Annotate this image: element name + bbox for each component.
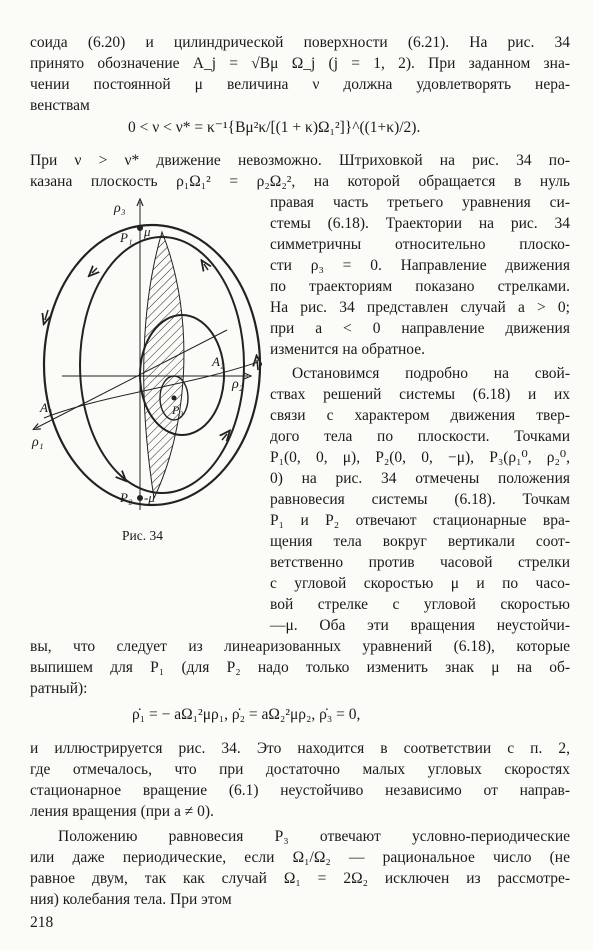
label-A1: A₁ <box>40 400 53 415</box>
label-rho2: ρ₂ <box>232 377 244 392</box>
text-line: связи с характером движения твер- <box>270 407 570 424</box>
linearized-equations: ρ̇₁ = − aΩ₁²μρ₁, ρ̇₂ = aΩ₂²μρ₂, ρ̇₃ = 0, <box>132 706 361 723</box>
text-line: Положению равновесия P₃ отвечают условно-периодические <box>58 828 570 845</box>
text-line: при a < 0 направление движения <box>270 320 570 337</box>
text-line: вы, что следует из линеаризованных уравнений (6.18), которые <box>30 638 570 655</box>
hatched-plane <box>144 232 184 498</box>
text-line: Остановимся подробно на свой- <box>292 365 570 382</box>
text-line: симметричны относительно плоско- <box>270 236 570 253</box>
text-line: с угловой скоростью μ и по часо- <box>270 575 570 592</box>
text-line: При ν > ν* движение невозможно. Штриховкой на рис. 34 по- <box>30 152 570 169</box>
phase-portrait-diagram <box>22 180 262 520</box>
text-line: или даже периодические, если Ω₁/Ω₂ — рациональное число (не <box>30 849 570 866</box>
label-A2: A₂ <box>212 354 225 369</box>
text-line: равновесия системы (6.18). Точкам <box>270 491 570 508</box>
text-line: дого тела по плоскости. Точками <box>270 428 570 445</box>
text-line: щения тела вокруг вертикали соот- <box>270 533 570 550</box>
figure-34 <box>22 180 262 525</box>
text-line: принято обозначение A_j = √Bμ Ω_j (j = 1, 2). При заданном зна- <box>30 55 570 72</box>
text-line: ствах решений системы (6.18) и их <box>270 386 570 403</box>
page-number: 218 <box>30 914 54 931</box>
text-line: где отмечалось, что при достаточно малых угловых скоростях <box>30 761 570 778</box>
text-line: соида (6.20) и цилиндрической поверхности (6.21). На рис. 34 <box>30 34 570 51</box>
text-line: чении постоянной μ величина ν должна удовлетворять нера- <box>30 76 570 93</box>
text-line: P₁(0, 0, μ), P₂(0, 0, −μ), P₃(ρ₁⁰, ρ₂⁰, <box>270 449 570 466</box>
text-line: ветственно против часовой стрелки <box>270 554 570 571</box>
text-line: и иллюстрируется рис. 34. Это находится в соответствии с п. 2, <box>30 740 570 757</box>
text-line: стационарное вращение (6.1) неустойчиво независимо от направ- <box>30 782 570 799</box>
text-line: венствам <box>30 97 90 114</box>
label-rho3: ρ₃ <box>114 201 126 216</box>
label-minus-mu: -μ <box>144 490 155 505</box>
label-rho1: ρ₁ <box>32 435 44 450</box>
text-line: выпишем для P₁ (для P₂ надо только изменить знак μ на об- <box>30 659 570 676</box>
text-line: ния) колебания тела. При этом <box>30 891 232 908</box>
text-line: P₁ и P₂ отвечают стационарные вра- <box>270 512 570 529</box>
label-P3: P₃ <box>172 403 184 417</box>
text-line: ратный): <box>30 680 88 697</box>
text-line: сти ρ₃ = 0. Направление движения <box>270 257 570 274</box>
text-line: вой стрелке с угловой скоростью <box>270 596 570 613</box>
text-line: —μ. Оба эти вращения неустойчи- <box>270 617 570 634</box>
text-line: правая часть третьего уравнения си- <box>270 194 570 211</box>
text-line: изменится на обратное. <box>270 341 425 358</box>
text-line: ления вращения (при a ≠ 0). <box>30 803 214 820</box>
text-line: 0) на рис. 34 отмечены положения <box>270 470 570 487</box>
text-line: казана плоскость ρ₁Ω₁² = ρ₂Ω₂², на которой обращается в нуль <box>30 173 570 190</box>
label-mu: μ <box>144 224 151 239</box>
text-line: равное двум, так как случай Ω₁ = 2Ω₂ исключен из рассмотре- <box>30 870 570 887</box>
text-line: по траекториям показано стрелками. <box>270 278 570 295</box>
text-line: стемы (6.18). Траектории на рис. 34 <box>270 215 570 232</box>
inequality-formula: 0 < ν < ν* = κ⁻¹{Bμ²κ/[(1 + κ)Ω₁²]}^((1+κ)/2). <box>128 119 421 136</box>
label-P1: P₁ <box>120 230 133 245</box>
figure-caption: Рис. 34 <box>122 528 163 543</box>
text-line: На рис. 34 представлен случай a > 0; <box>270 299 570 316</box>
label-P2: P₂ <box>120 490 133 505</box>
